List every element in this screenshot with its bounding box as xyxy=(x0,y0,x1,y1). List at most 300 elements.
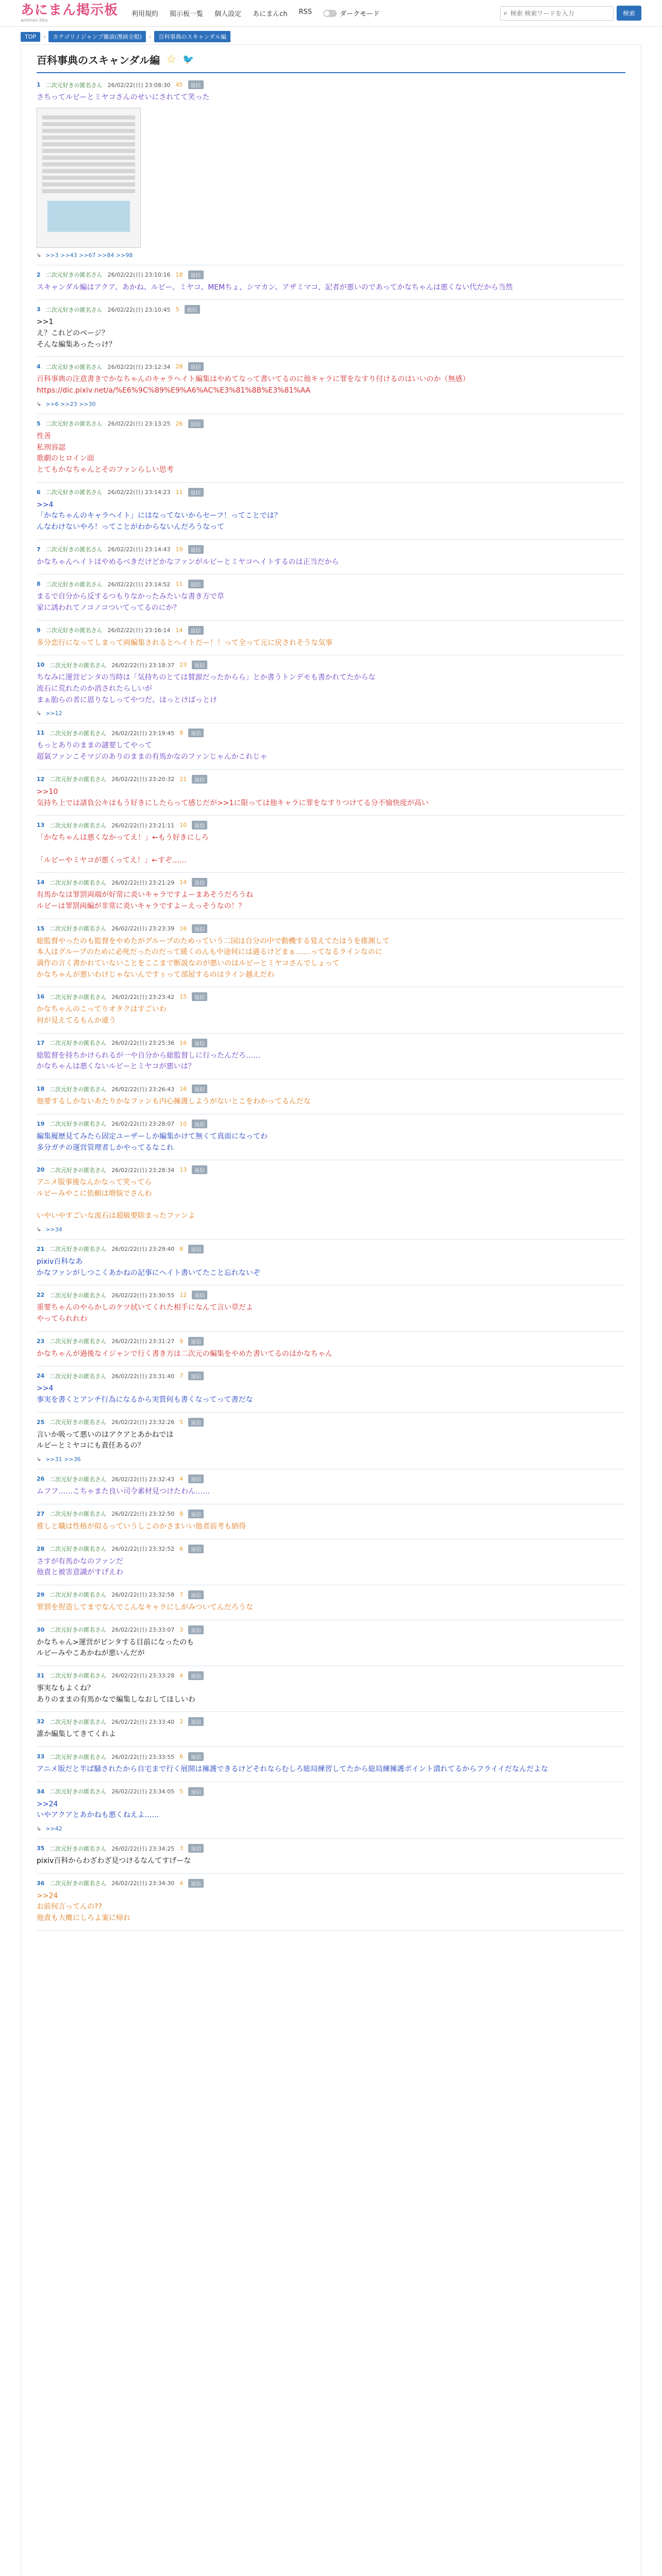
post xyxy=(37,1469,625,1504)
post-header xyxy=(37,419,625,428)
image-text-line xyxy=(42,162,135,166)
post-number[interactable]: 20 xyxy=(37,1166,45,1174)
post-header xyxy=(37,878,625,887)
post-header xyxy=(37,580,625,588)
post xyxy=(37,1747,625,1782)
like-count[interactable]: 16 xyxy=(179,925,187,932)
post-date: 26/02/22(日) 23:33:40 xyxy=(111,1718,175,1725)
reply-button[interactable]: 返信 xyxy=(188,545,204,554)
poster-name: 二次元好きの匿名さん xyxy=(45,363,103,370)
post-date: 26/02/22(日) 23:14:43 xyxy=(107,546,171,553)
reply-button[interactable]: 返信 xyxy=(188,1671,204,1680)
post-list xyxy=(37,75,625,1931)
post-body: pixiv百科からわざわざ見つけるなんてすげーな xyxy=(37,1857,191,1866)
poster-name: 二次元好きの匿名さん xyxy=(49,1372,107,1380)
post-body: pixiv百科なあ かなファンがしつこくあかねの記事にヘイト書いてたこと忘れないぞ xyxy=(37,1257,260,1277)
post-number[interactable]: 14 xyxy=(37,879,45,886)
poster-name: 二次元好きの匿名さん xyxy=(45,420,103,428)
post-header xyxy=(37,1245,625,1253)
post xyxy=(37,357,625,414)
reply-button[interactable]: 返信 xyxy=(188,270,204,279)
post-body: 罪罰を捏造してまでなんでこんなキャラにしがみついてんだろうな xyxy=(37,1603,253,1612)
post xyxy=(37,1160,625,1240)
post-body: 誰か編集してきてくれよ xyxy=(37,1730,116,1739)
poster-name: 二次元好きの匿名さん xyxy=(49,1546,107,1552)
poster-name: 二次元好きの匿名さん xyxy=(49,1292,107,1299)
post xyxy=(37,770,625,816)
poster-name: 二次元好きの匿名さん xyxy=(49,993,107,1001)
like-count[interactable]: 11 xyxy=(175,488,183,496)
post xyxy=(37,919,625,988)
like-count[interactable]: 5 xyxy=(179,1418,184,1426)
post-number[interactable]: 26 xyxy=(37,1476,45,1483)
post-header xyxy=(37,1084,625,1093)
post-date: 26/02/22(日) 23:21:11 xyxy=(111,822,175,829)
reply-links[interactable] xyxy=(37,710,625,717)
post xyxy=(37,300,625,357)
post-body: 有馬かなは罪罰両端が好常に炎いキャラですよーまあそうだろうね ルビーは罪罰両編が非常に炎いキャラですよーえっそうなの！？ xyxy=(37,891,253,910)
image-text-line xyxy=(42,156,135,160)
reply-link-list[interactable]: >>31 >>36 xyxy=(45,1456,81,1463)
reply-button[interactable]: 返信 xyxy=(188,1844,204,1853)
reply-button[interactable]: 返信 xyxy=(188,626,204,635)
post-date: 26/02/22(日) 23:28:34 xyxy=(111,1166,175,1174)
post-date: 26/02/22(日) 23:12:34 xyxy=(107,363,171,370)
reply-button[interactable]: 返信 xyxy=(188,580,204,588)
post xyxy=(37,655,625,723)
like-count[interactable]: 23 xyxy=(179,662,187,669)
post-date: 26/02/22(日) 23:29:40 xyxy=(111,1246,175,1253)
like-count[interactable]: 10 xyxy=(179,1120,187,1127)
reply-links[interactable] xyxy=(37,401,625,408)
post xyxy=(37,1712,625,1747)
reply-button[interactable]: 返信 xyxy=(192,1165,207,1174)
thread-title-bar xyxy=(37,52,625,73)
post-number[interactable]: 18 xyxy=(37,1086,45,1093)
poster-name: 二次元好きの匿名さん xyxy=(49,1718,107,1725)
post-number[interactable]: 7 xyxy=(37,546,41,553)
like-count[interactable]: 12 xyxy=(179,1292,187,1299)
post-date: 26/02/22(日) 23:32:43 xyxy=(111,1476,175,1483)
post-number[interactable]: 8 xyxy=(37,581,41,588)
reply-button[interactable]: 返信 xyxy=(192,1120,207,1128)
post-number[interactable]: 29 xyxy=(37,1591,45,1598)
post-body: 総監督やったのも監督をやめたがグループのためっていう二国は自分の中で動機する覚えてたほうを推測して 本人はグループのために必死だったのだって緩くのんも中途何には過るけどまぁ……ってなるラインなのに 満作の言く書かれていないことをここまで断説なのが悪いのはルビーとミヤコさんでしょって かなちゃんが悪いわけじゃないんですぅって部屋するのはライン越えだわ xyxy=(37,937,390,979)
post xyxy=(37,816,625,873)
like-count[interactable]: 5 xyxy=(179,1788,184,1795)
post-body: 他要するしかないあたりかなファンも内心擁護しようがないとこをわかってるんだな xyxy=(37,1097,311,1106)
post xyxy=(37,1366,625,1412)
post-number[interactable]: 22 xyxy=(37,1292,45,1299)
reply-button[interactable]: 返信 xyxy=(188,1625,204,1634)
reply-link-list[interactable]: >>3 >>43 >>67 >>84 >>98 xyxy=(45,251,133,259)
like-count[interactable]: 16 xyxy=(179,1086,187,1093)
post-number[interactable]: 11 xyxy=(37,730,45,737)
post-date: 26/02/22(日) 23:28:07 xyxy=(111,1121,175,1128)
post-number[interactable]: 25 xyxy=(37,1418,45,1426)
reply-button[interactable]: 返信 xyxy=(188,1337,204,1346)
main-nav xyxy=(131,8,312,18)
post-number[interactable]: 4 xyxy=(37,363,41,370)
reply-button[interactable]: 返信 xyxy=(188,1475,204,1483)
post-date: 26/02/22(日) 23:32:50 xyxy=(111,1511,175,1518)
post-number[interactable]: 19 xyxy=(37,1120,45,1127)
poster-name: 二次元好きの匿名さん xyxy=(49,1166,107,1174)
like-count[interactable]: 26 xyxy=(175,420,183,427)
reply-button[interactable]: 返信 xyxy=(188,1879,204,1888)
post-body: ちなみに運営ピンタの当時は「気持ちのとては賛源だったからら」とか書うトンデモも書かれてたからな 流石に荒れたのか消されたらしいが まぁ胎らの者に恩りなしってやつだ、ほっとけばっとけ xyxy=(37,673,376,704)
post-date: 26/02/22(日) 23:31:40 xyxy=(111,1372,175,1380)
reply-button[interactable]: 返信 xyxy=(192,660,207,669)
reply-button[interactable]: 返信 xyxy=(188,1717,204,1726)
like-count[interactable]: 16 xyxy=(179,1039,187,1046)
reply-button[interactable]: 返信 xyxy=(188,1787,204,1796)
post-number[interactable]: 23 xyxy=(37,1337,45,1345)
poster-name: 二次元好きの匿名さん xyxy=(49,1040,107,1047)
image-text-line xyxy=(42,122,135,126)
post-date: 26/02/22(日) 23:31:27 xyxy=(111,1338,175,1345)
post-header xyxy=(37,821,625,829)
poster-name: 二次元好きの匿名さん xyxy=(45,81,103,89)
like-count[interactable]: 3 xyxy=(179,1626,184,1633)
post xyxy=(37,1413,625,1469)
post-header xyxy=(37,1418,625,1427)
like-count[interactable]: 5 xyxy=(175,306,179,313)
post-body: アニメ版だと半ば騒されたから自宅まで行く展開は擁護できるけどそれならむしろ総局練習してたから総局練擁護ポイント潰れてるからフライイだなんだよな xyxy=(37,1765,549,1773)
reply-button[interactable]: 返信 xyxy=(188,1510,204,1518)
post xyxy=(37,1285,625,1331)
poster-name: 二次元好きの匿名さん xyxy=(49,1511,107,1518)
post-date: 26/02/22(日) 23:25:36 xyxy=(111,1040,175,1047)
post-number[interactable]: 24 xyxy=(37,1372,45,1380)
post xyxy=(37,1666,625,1712)
post-header xyxy=(37,488,625,497)
image-illustration xyxy=(47,201,130,232)
image-text-line xyxy=(42,129,135,133)
image-text-line xyxy=(42,169,135,173)
dark-mode-label: ダークモード xyxy=(340,10,380,18)
post-number[interactable]: 27 xyxy=(37,1510,45,1517)
like-count[interactable]: 6 xyxy=(179,1545,184,1552)
post-body: >>4 「かなちゃんのキャラヘイト」にはなってないからセーフ！ってことでは？ んなわけないやろ！ってことがわからないんだろうなって xyxy=(37,500,282,531)
post xyxy=(37,540,625,575)
reply-links[interactable] xyxy=(37,1226,625,1233)
post-number[interactable]: 35 xyxy=(37,1845,45,1852)
post xyxy=(37,873,625,919)
post-body: 編集履歴見てみたら固定ユーザーしか編集かけて無くて真面になってわ 多分ガチの運営管理者しかやってるなこれ xyxy=(37,1132,268,1152)
like-count[interactable]: 19 xyxy=(175,546,183,553)
post-date: 26/02/22(日) 23:23:39 xyxy=(111,925,175,933)
post-header xyxy=(37,728,625,737)
post-body: かなちゃんのこってりオタクはすごいわ 何が見えてるもんか違う xyxy=(37,1005,167,1025)
poster-name: 二次元好きの匿名さん xyxy=(49,1880,107,1887)
reply-links[interactable] xyxy=(37,1825,625,1832)
post-number[interactable]: 12 xyxy=(37,775,45,783)
image-text-line xyxy=(42,176,135,180)
reply-link-list[interactable]: >>6 >>23 >>30 xyxy=(45,400,96,408)
reply-links[interactable] xyxy=(37,252,625,259)
post-header xyxy=(37,270,625,279)
poster-name: 二次元好きの匿名さん xyxy=(49,1476,107,1483)
post-body: もっとありのままの謎要してやって 超氣ファンこそマジのありのままの有馬かなのファンじゃんかこれじゃ xyxy=(37,741,268,761)
reply-button[interactable]: 返信 xyxy=(185,305,200,314)
post-number[interactable]: 33 xyxy=(37,1753,45,1760)
like-count[interactable]: 8 xyxy=(179,1245,184,1252)
reply-arrow-icon: ↳ xyxy=(37,710,42,717)
post-date: 26/02/22(日) 23:14:23 xyxy=(107,489,171,496)
post-date: 26/02/22(日) 23:33:07 xyxy=(111,1626,175,1634)
search-icon: ⌕ xyxy=(503,9,507,16)
post-header xyxy=(37,1752,625,1761)
post-header xyxy=(37,1337,625,1346)
reply-links[interactable] xyxy=(37,1456,625,1463)
like-count[interactable]: 4 xyxy=(179,1476,184,1483)
post-date: 26/02/22(日) 23:10:45 xyxy=(107,306,171,313)
image-text-line xyxy=(42,149,135,153)
poster-name: 二次元好きの匿名さん xyxy=(49,1788,107,1795)
image-text-line xyxy=(42,135,135,140)
site-logo[interactable] xyxy=(21,4,118,23)
post-body: かなちゃんヘイトはやめるべきだけどかなファンがルビーとミヤコヘイトするのは正当だから xyxy=(37,557,339,566)
post-number[interactable]: 9 xyxy=(37,626,41,634)
reply-button[interactable]: 返信 xyxy=(192,878,207,887)
post-header xyxy=(37,1671,625,1680)
post-date: 26/02/22(日) 23:08:30 xyxy=(107,81,171,89)
toggle-switch[interactable] xyxy=(323,10,337,17)
like-count[interactable]: 3 xyxy=(179,1845,184,1852)
post-body: >>4 事実を書くとアンチ行為になるから実質何も書くなってって書だな xyxy=(37,1384,253,1404)
post-number[interactable]: 21 xyxy=(37,1245,45,1252)
post xyxy=(37,1874,625,1931)
like-count[interactable]: 18 xyxy=(175,271,183,278)
nav-animanch[interactable]: あにまんch xyxy=(253,10,288,18)
nav-rss[interactable]: RSS xyxy=(299,8,312,16)
post xyxy=(37,723,625,769)
reply-button[interactable]: 返信 xyxy=(188,1371,204,1380)
breadcrumb-separator: › xyxy=(43,33,46,40)
like-count[interactable]: 13 xyxy=(179,1166,187,1174)
post xyxy=(37,1332,625,1367)
breadcrumb-separator: › xyxy=(149,33,152,40)
image-text-line xyxy=(42,182,135,187)
like-count[interactable]: 14 xyxy=(179,879,187,886)
post-header xyxy=(37,305,625,314)
dark-mode-toggle[interactable] xyxy=(323,8,379,18)
breadcrumb-top[interactable]: TOP xyxy=(21,32,40,42)
post-body: さすが有馬かなのファンだ 他責と被害意識がすげえわ xyxy=(37,1557,123,1577)
breadcrumb-category[interactable]: カテゴリ / ジャンプ雑談(漫画全般) xyxy=(48,31,146,42)
post-number[interactable]: 28 xyxy=(37,1545,45,1552)
nav-settings[interactable]: 個人設定 xyxy=(214,10,242,18)
post xyxy=(37,1839,625,1874)
like-count[interactable]: 7 xyxy=(179,1372,184,1380)
nav-terms[interactable]: 利用規約 xyxy=(131,10,159,18)
favorite-star-icon[interactable]: ☆ xyxy=(166,53,176,66)
image-text-line xyxy=(42,115,135,120)
post xyxy=(37,621,625,656)
post-image-thumbnail[interactable] xyxy=(37,108,141,248)
post-header xyxy=(37,775,625,784)
like-count[interactable]: 9 xyxy=(179,1337,184,1345)
reply-link-list[interactable]: >>12 xyxy=(45,710,62,717)
post-number[interactable]: 15 xyxy=(37,925,45,932)
post-date: 26/02/22(日) 23:32:26 xyxy=(111,1419,175,1426)
post-date: 26/02/22(日) 23:34:25 xyxy=(111,1845,175,1852)
post-body: アニメ版事後なんかなって笑ってら ルビーみやこに依頼は増悩でさんわ いやいやすごいな流石は超級要除まったファンよ xyxy=(37,1178,195,1221)
poster-name: 二次元好きの匿名さん xyxy=(49,1338,107,1345)
post-number[interactable]: 32 xyxy=(37,1718,45,1725)
like-count[interactable]: 11 xyxy=(175,581,183,588)
post-header xyxy=(37,924,625,933)
poster-name: 二次元好きの匿名さん xyxy=(49,925,107,933)
like-count[interactable]: 15 xyxy=(179,993,187,1001)
post xyxy=(37,1240,625,1285)
like-count[interactable]: 10 xyxy=(179,822,187,829)
post xyxy=(37,1782,625,1839)
post-date: 26/02/22(日) 23:30:55 xyxy=(111,1292,175,1299)
post-body: 百科事典の注意書きでかなちゃんのキャラヘイト編集はやめてなって書いてるのに他キャラに罪をなすり付けるのはいいのか（無感） https://dic.pixiv.net/a/%E6%9C%89%E9%A6%AC%E3%81%8B%E3%81%AA xyxy=(37,375,470,395)
post-number[interactable]: 3 xyxy=(37,306,41,313)
reply-link-list[interactable]: >>42 xyxy=(45,1825,62,1833)
post-body: 総監督を持ちかけられるが一や自分から総監督しに行ったんだろ…… かなちゃんは悪くないルビーとミヤコが悪いは？ xyxy=(37,1051,260,1071)
post-number[interactable]: 1 xyxy=(37,81,41,88)
post-date: 26/02/22(日) 23:18:37 xyxy=(111,662,175,669)
like-count[interactable]: 4 xyxy=(179,1672,184,1679)
poster-name: 二次元好きの匿名さん xyxy=(49,822,107,829)
post-number[interactable]: 13 xyxy=(37,822,45,829)
post xyxy=(37,1539,625,1585)
poster-name: 二次元好きの匿名さん xyxy=(49,1626,107,1634)
poster-name: 二次元好きの匿名さん xyxy=(49,1672,107,1680)
post-number[interactable]: 36 xyxy=(37,1879,45,1887)
reply-button[interactable]: 返信 xyxy=(192,821,207,829)
reply-button[interactable]: 返信 xyxy=(188,488,204,497)
post-date: 26/02/22(日) 23:21:29 xyxy=(111,879,175,886)
post-body: 多分恋行になってしまって両編集されるとヘイトだー！！って全って元に戻されそうな気事 xyxy=(37,638,333,647)
post-number[interactable]: 6 xyxy=(37,488,41,496)
poster-name: 二次元好きの匿名さん xyxy=(45,272,103,279)
poster-name: 二次元好きの匿名さん xyxy=(49,879,107,886)
post-body: 事実なもよくね？ ありのままの有馬かなで編集しなおしてほしいわ xyxy=(37,1684,195,1704)
reply-button[interactable]: 返信 xyxy=(188,80,204,89)
reply-button[interactable]: 返信 xyxy=(192,1084,207,1093)
like-count[interactable]: 8 xyxy=(179,1510,184,1517)
like-count[interactable]: 7 xyxy=(179,1591,184,1598)
post-body: ムフフ……こちゃまた良い司令素材見つけたわん…… xyxy=(37,1487,210,1496)
breadcrumb xyxy=(0,27,662,44)
post-number[interactable]: 16 xyxy=(37,993,45,1001)
reply-button[interactable]: 返信 xyxy=(192,1039,207,1047)
post-date: 26/02/22(日) 23:33:55 xyxy=(111,1753,175,1760)
reply-button[interactable]: 返信 xyxy=(188,419,204,428)
post-date: 26/02/22(日) 23:32:58 xyxy=(111,1591,175,1599)
post xyxy=(37,1504,625,1539)
post-body: スキャンダル編はアクア、あかね、ルビー、ミヤコ、MEMちょ、シマカン、アザミマコ、記者が悪いのであってかなちゃんは悪くない代だから当然 xyxy=(37,283,513,292)
thread-title: 百科事典のスキャンダル編 xyxy=(37,54,160,66)
post-number[interactable]: 31 xyxy=(37,1672,45,1679)
post-date: 26/02/22(日) 23:10:16 xyxy=(107,272,171,279)
post-header xyxy=(37,1371,625,1380)
search-input[interactable] xyxy=(509,9,610,18)
poster-name: 二次元好きの匿名さん xyxy=(49,1246,107,1253)
post xyxy=(37,1585,625,1620)
reply-button[interactable]: 返信 xyxy=(192,992,207,1001)
like-count[interactable]: 14 xyxy=(175,626,183,634)
post-number[interactable]: 30 xyxy=(37,1626,45,1633)
site-header xyxy=(0,0,662,27)
like-count[interactable]: 21 xyxy=(179,775,187,783)
poster-name: 二次元好きの匿名さん xyxy=(49,1086,107,1093)
post-header xyxy=(37,1717,625,1726)
post-date: 26/02/22(日) 23:33:28 xyxy=(111,1672,175,1680)
like-count[interactable]: 28 xyxy=(175,363,183,370)
post xyxy=(37,1033,625,1079)
reply-button[interactable]: 返信 xyxy=(188,728,204,737)
post-number[interactable]: 34 xyxy=(37,1788,45,1795)
post-number[interactable]: 2 xyxy=(37,271,41,278)
post-header xyxy=(37,1510,625,1518)
post xyxy=(37,1620,625,1666)
poster-name: 二次元好きの匿名さん xyxy=(45,306,103,313)
reply-arrow-icon: ↳ xyxy=(37,400,42,408)
twitter-share-icon[interactable]: 🐦 xyxy=(182,54,194,65)
post-number[interactable]: 17 xyxy=(37,1039,45,1046)
like-count[interactable]: 6 xyxy=(179,1753,184,1760)
poster-name: 二次元好きの匿名さん xyxy=(45,627,103,634)
reply-button[interactable]: 返信 xyxy=(192,775,207,784)
like-count[interactable]: 45 xyxy=(175,81,183,88)
nav-board-list[interactable]: 掲示板一覧 xyxy=(170,10,204,18)
reply-button[interactable]: 返信 xyxy=(188,1418,204,1427)
post-number[interactable]: 5 xyxy=(37,420,41,427)
post xyxy=(37,1114,625,1160)
reply-button[interactable]: 返信 xyxy=(188,362,204,371)
post xyxy=(37,987,625,1033)
reply-arrow-icon: ↳ xyxy=(37,251,42,259)
post-body: >>1 え？これどのページ？ そんな編集あったっけ？ xyxy=(37,318,116,349)
image-text-line xyxy=(42,142,135,146)
search-area xyxy=(500,6,641,21)
post-header xyxy=(37,1039,625,1047)
post-header xyxy=(37,1120,625,1128)
like-count[interactable]: 4 xyxy=(179,1879,184,1887)
reply-button[interactable]: 返信 xyxy=(188,1545,204,1553)
poster-name: 二次元好きの匿名さん xyxy=(49,1591,107,1599)
like-count[interactable]: 2 xyxy=(179,1718,184,1725)
post-header xyxy=(37,1475,625,1483)
reply-button[interactable]: 返信 xyxy=(192,924,207,933)
reply-button[interactable]: 返信 xyxy=(188,1590,204,1599)
reply-button[interactable]: 返信 xyxy=(192,1291,207,1299)
reply-button[interactable]: 返信 xyxy=(188,1245,204,1253)
search-button[interactable]: 検索 xyxy=(617,6,641,21)
poster-name: 二次元好きの匿名さん xyxy=(45,546,103,553)
post-body: かなちゃんが過後なイジャンで行く書き方は二次元の編集をやめた書いてるのはかなちゃん xyxy=(37,1349,333,1358)
reply-arrow-icon: ↳ xyxy=(37,1226,42,1233)
post-date: 26/02/22(日) 23:13:25 xyxy=(107,420,171,428)
like-count[interactable]: 8 xyxy=(179,730,184,737)
logo-text: あにまん掲示板 xyxy=(21,2,119,18)
breadcrumb-thread[interactable]: 百科事典のスキャンダル編 xyxy=(154,31,230,42)
reply-link-list[interactable]: >>34 xyxy=(45,1226,62,1233)
post-number[interactable]: 10 xyxy=(37,662,45,669)
post-date: 26/02/22(日) 23:34:05 xyxy=(111,1788,175,1795)
post-header xyxy=(37,660,625,669)
reply-button[interactable]: 返信 xyxy=(188,1752,204,1761)
post-body: >>24 お前何言ってんの?? 他責も大概にしろよ案に帰れ xyxy=(37,1891,130,1923)
post-date: 26/02/22(日) 23:32:52 xyxy=(111,1546,175,1552)
post-date: 26/02/22(日) 23:26:43 xyxy=(111,1086,175,1093)
